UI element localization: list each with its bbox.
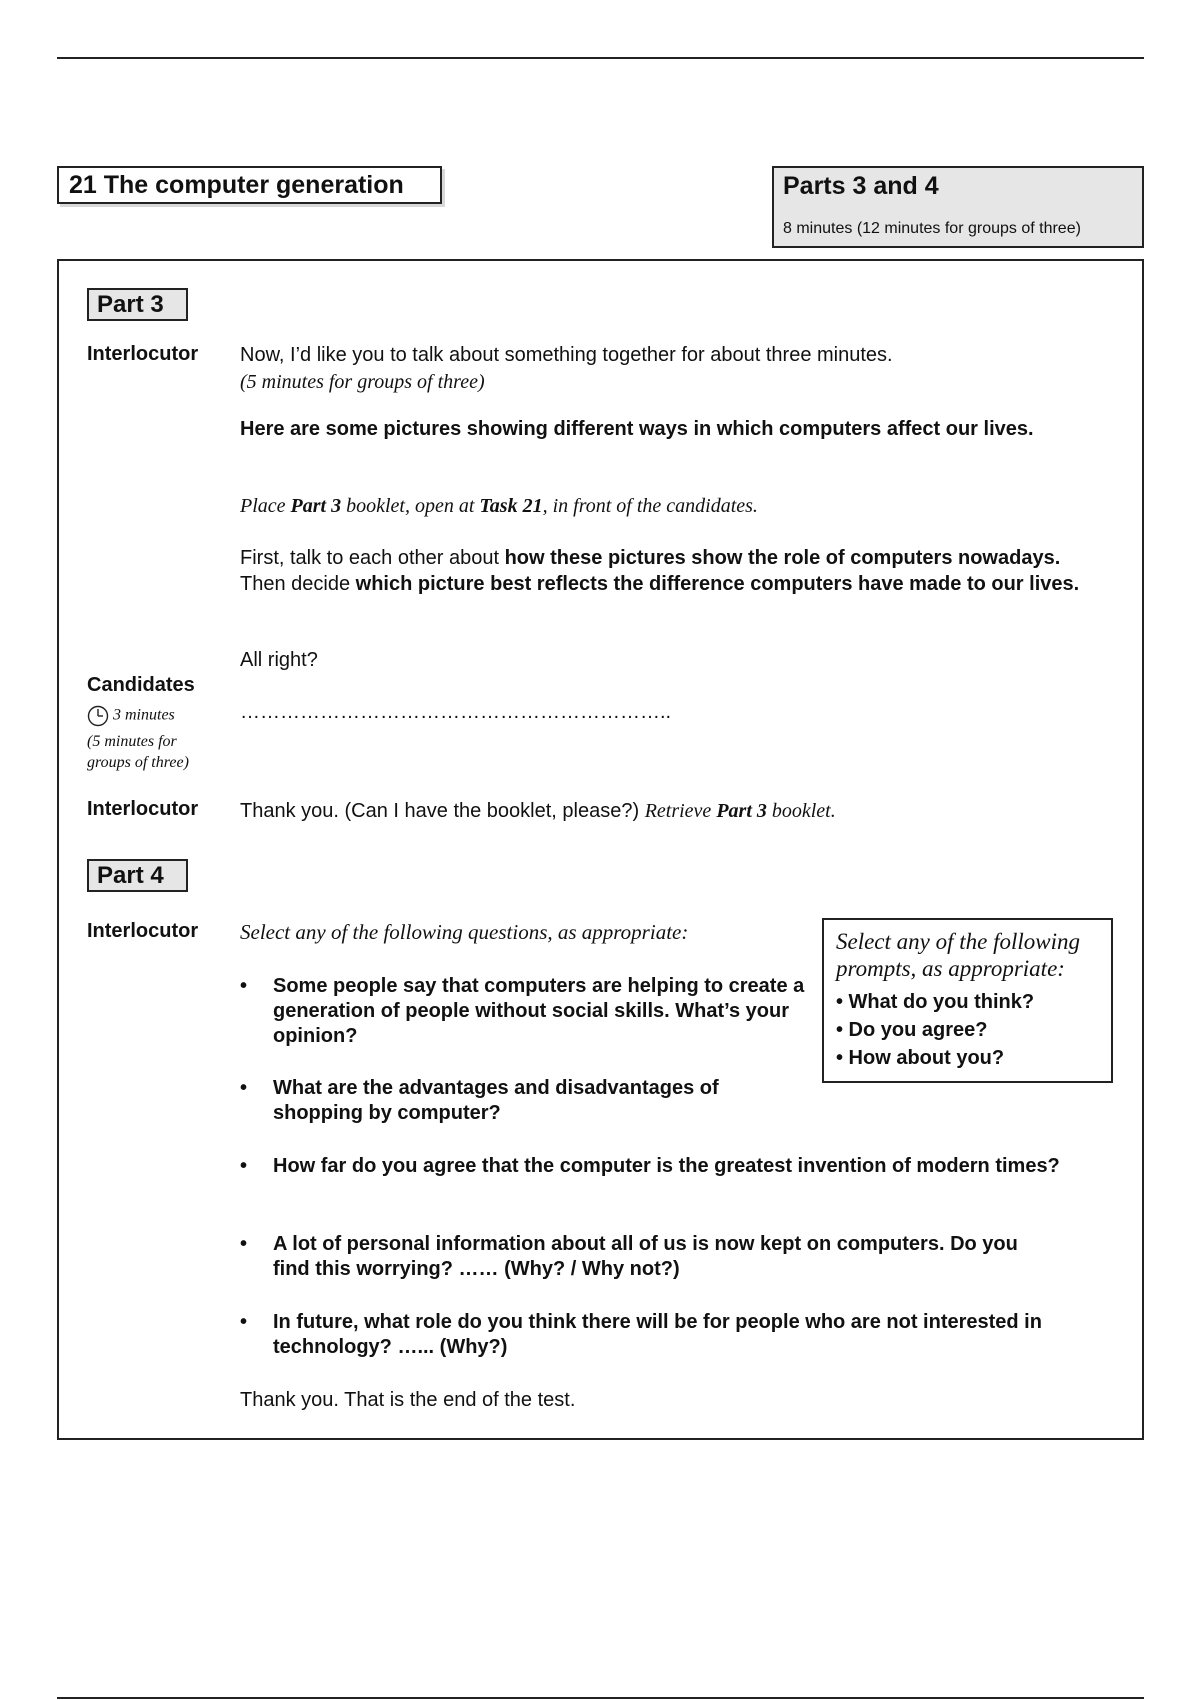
question-3: • How far do you agree that the computer is the greatest invention of modern times? (240, 1155, 1060, 1177)
part3-task: First, talk to each other about how these pictures show the role of computers nowadays. Then decide which picture best reflects the difference computers have made to our lives. (240, 547, 1080, 595)
prompt-item: • Do you agree? (836, 1019, 988, 1041)
candidates-dots: ……………………………………………………….. (240, 701, 672, 723)
part4-label: Part 4 (87, 859, 188, 892)
bottom-rule (57, 1697, 1144, 1699)
part3-instruction: Place Part 3 booklet, open at Task 21, in front of the candidates. (240, 495, 758, 517)
question-1: • Some people say that computers are helping to create a generation of people without social skills. What’s your opinion? (240, 975, 805, 1047)
candidates-note: (5 minutes for groups of three) (87, 733, 189, 771)
question-5: • In future, what role do you think there will be for people who are not interested in technology? …... (Why?) (240, 1311, 1042, 1358)
parts-header-box (772, 166, 1144, 248)
part3-closing: Thank you. (Can I have the booklet, please?) Retrieve Part 3 booklet. (240, 800, 836, 822)
part3-intro-note: (5 minutes for groups of three) (240, 371, 485, 393)
question-2: • What are the advantages and disadvantages of shopping by computer? (240, 1077, 719, 1124)
prompts-intro: Select any of the following prompts, as appropriate: (836, 929, 1081, 981)
task-title: 21 The computer generation (57, 166, 442, 204)
part3-intro: Now, I’d like you to talk about something together for about three minutes. (240, 344, 893, 366)
role-candidates: Candidates (87, 674, 195, 696)
part3-all-right: All right? (240, 649, 318, 671)
part3-label: Part 3 (87, 288, 188, 321)
role-interlocutor-3: Interlocutor (87, 920, 199, 942)
part4-end-text: Thank you. That is the end of the test. (240, 1389, 576, 1411)
role-interlocutor-2: Interlocutor (87, 798, 199, 820)
script-box (57, 259, 1144, 1440)
prompt-item: • What do you think? (836, 991, 1035, 1013)
prompt-item: • How about you? (836, 1047, 1005, 1069)
candidates-time: 3 minutes (87, 705, 175, 727)
part4-select-questions: Select any of the following questions, as appropriate: (240, 920, 689, 944)
top-rule (57, 57, 1144, 59)
prompts-box (822, 918, 1113, 1083)
parts-time: 8 minutes (12 minutes for groups of three) (783, 220, 1081, 237)
question-4: • A lot of personal information about all of us is now kept on computers. Do you find this worrying? …… (Why? / Why not?) (240, 1233, 1018, 1280)
role-interlocutor-1: Interlocutor (87, 343, 199, 365)
parts-title: Parts 3 and 4 (783, 172, 939, 200)
clock-icon (87, 705, 109, 727)
part3-pictures-text: Here are some pictures showing different ways in which computers affect our lives. (240, 418, 1034, 440)
